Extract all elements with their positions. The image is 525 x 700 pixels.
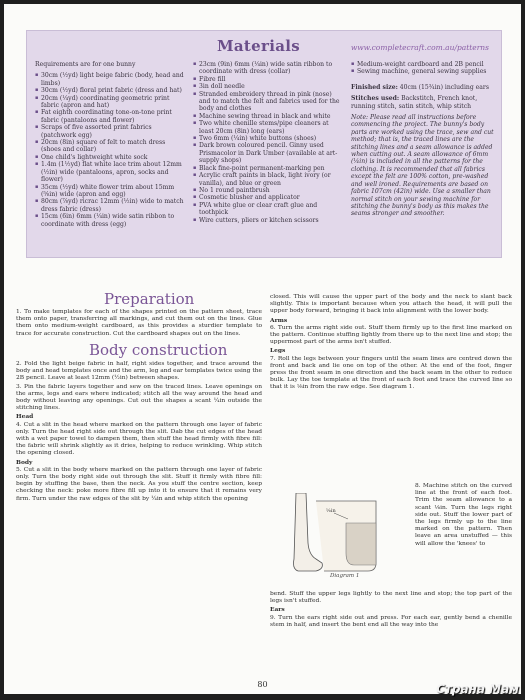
list-item: ▪ Acrylic craft paints in black, light ivory (or vanilla), and blue or green <box>193 172 343 187</box>
list-item: ▪ Fibre fill <box>193 76 343 83</box>
step-8-continued: bend. Stuff the upper legs lightly to the next line and stop; the top part of the legs isn't stuffed. <box>270 591 512 605</box>
list-item: ▪ 35cm (½yd) white flower trim about 15mm (⅝in) wide (apron and egg) <box>35 184 185 199</box>
finished-size-label: Finished size: <box>351 83 398 91</box>
body-construction-text <box>16 361 262 504</box>
list-item: ▪ 3in doll needle <box>193 83 343 90</box>
ears-subheading: Ears <box>270 606 285 614</box>
materials-column-1 <box>35 61 185 228</box>
page-number: 80 <box>257 680 268 689</box>
list-item: ▪ 1.4m (1½yd) flat white lace trim about 12mm (½in) wide (pantaloons, apron, socks and flower) <box>35 161 185 183</box>
list-item: ▪ Two white chenille stems/pipe cleaners at least 20cm (8in) long (ears) <box>193 120 343 135</box>
list-item: ▪ Fat eighth coordinating tone-on-tone print fabric (pantaloons and flower) <box>35 109 185 124</box>
step-5: 5. Cut a slit in the body where marked on the pattern through one layer of fabric only. Turn the body right side out through the slit. Stuff it firmly with fibre fill: begin by stuffing the base, then the neck. As you stuff the centre section, keep checking the neck: poke more fibre fill up into it to ensure that it remains very firm. Turn under the raw edges of the slit by ¼in and whip stitch the opening <box>16 466 262 502</box>
legs-subheading: Legs <box>270 347 286 355</box>
list-item: ▪ 30cm (½yd) light beige fabric (body, head and limbs) <box>35 72 185 87</box>
list-item: ▪ PVA white glue or clear craft glue and toothpick <box>193 202 343 217</box>
step-1: 1. To make templates for each of the shapes printed on the pattern sheet, trace them onto paper, transferring all markings, and cut them out on the lines. Glue them onto medium-weight cardboard, as this provides a sturdier template to trace for accurate construction. Cut the cardboard shapes out on the lines. <box>16 309 262 337</box>
head-subheading: Head <box>16 413 34 421</box>
stitches-value: Backstitch, French knot, running stitch, satin stitch, whip stitch <box>351 95 478 110</box>
list-item: ▪ Stranded embroidery thread in pink (nose) and to match the felt and fabrics used for the body and clothes <box>193 91 343 113</box>
materials-title: Materials <box>217 37 300 55</box>
requirements-intro: Requirements are for one bunny <box>35 61 136 68</box>
list-item: ▪ Two 6mm (¼in) white buttons (shoes) <box>193 135 343 142</box>
finished-size <box>351 84 499 91</box>
materials-box <box>26 30 502 258</box>
right-column-text <box>270 294 512 393</box>
right-column-lower-text <box>270 591 512 630</box>
list-item: ▪ Cosmetic blusher and applicator <box>193 194 343 201</box>
list-item: ▪ 80cm (⅞yd) ricrac 12mm (½in) wide to match dress fabric (dress) <box>35 198 185 213</box>
step-8: 8. Machine stitch on the curved line at the front of each foot. Trim the seam allowance to a scant ⅛in. Turn the legs right side out. Stuff the lower part of the legs firmly up to the line marked on the pattern. Then leave an area unstuffed — this will allow the 'knees' to <box>415 483 512 547</box>
step-9: 9. Turn the ears right side out and press. For each ear, gently bend a chenille stem in half, and insert the bent end all the way into the <box>270 614 512 628</box>
finished-size-value: 40cm (15¾in) including ears <box>399 83 489 91</box>
magazine-page <box>4 4 521 694</box>
instructions-note: Note: Please read all instructions before commencing the project. The bunny's body parts are worked using the trace, sew and cut method; that is, the traced lines are the stitching lines and a seam allowance is added when cutting out. A seam allowance of 6mm (¼in) is included in all the patterns for the clothing. It is recommended that all fabrics except the felt are 100% cotton, pre-washed and well ironed. Requirements are based on fabric 107cm (42in) wide. Use a smaller than normal stitch on your sewing machine for stitching the bunny's body as this makes the seams stronger and smoother. <box>351 114 494 218</box>
list-item: ▪ 20cm (8in) square of felt to match dress (shoes and collar) <box>35 139 185 154</box>
list-item: ▪ 15cm (6in) 6mm (¼in) wide satin ribbon to coordinate with dress (egg) <box>35 213 185 228</box>
list-item: ▪ 23cm (9in) 6mm (¼in) wide satin ribbon to coordinate with dress (collar) <box>193 61 343 76</box>
stitches-used <box>351 95 499 110</box>
step-4: 4. Cut a slit in the head where marked on the pattern through one layer of fabric only. Turn the head right side out through the slit. Dab the cut edges of the head with a wet paper towel to dampen them, then stuff the head firmly with fibre fill: the fabric will shrink slightly as it dries, helping to reduce wrinkling. Whip stitch the opening closed. <box>16 421 262 457</box>
materials-url: www.completecraft.com.au/patterns <box>350 43 489 52</box>
step-6: 6. Turn the arms right side out. Stuff them firmly up to the first line marked on the pattern. Continue stuffing lightly from there up to the next line and stop; the uppermost part of the arms isn't stuffed. <box>270 324 512 346</box>
diagram-caption: Diagram 1 <box>330 573 360 579</box>
step-3: 3. Pin the fabric layers together and sew on the traced lines. Leave openings on the arms, legs and ears where indicated; stitch all the way around the head and body without leaving any openings. Cut out the shapes a scant ¼in outside the stitching lines. <box>16 383 262 412</box>
step-2: 2. Fold the light beige fabric in half, right sides together, and trace around the body and head templates once and the arm, leg and ear templates twice using the 2B pencil. Leave at least 12mm (½in) between shapes. <box>16 361 262 382</box>
step-5-continued: closed. This will cause the upper part of the body and the neck to slant back slightly. This is important because when you attach the head, it will pull the upper body forward, bringing it back into alignment with the lower body. <box>270 294 512 315</box>
body-subheading: Body <box>16 458 33 466</box>
list-item: ▪ Sewing machine, general sewing supplies <box>351 68 499 75</box>
list-item: ▪ Wire cutters, pliers or kitchen scissors <box>193 217 343 224</box>
preparation-heading: Preparation <box>104 290 195 308</box>
list-item: ▪ Black fine-point permanent-marking pen <box>193 165 343 172</box>
step-8-text <box>415 483 512 548</box>
list-item: ▪ 20cm (¼yd) coordinating geometric print fabric (apron and hat) <box>35 95 185 110</box>
list-item: ▪ Medium-weight cardboard and 2B pencil <box>351 61 499 68</box>
list-item: ▪ One child's lightweight white sock <box>35 154 185 161</box>
list-item: ▪ Scraps of five assorted print fabrics (patchwork egg) <box>35 124 185 139</box>
diagram-1-leg-toe <box>276 493 410 573</box>
stitches-label: Stitches used: <box>351 95 400 103</box>
arms-subheading: Arms <box>270 316 288 324</box>
list-item: ▪ 30cm (½yd) floral print fabric (dress and hat) <box>35 87 185 94</box>
body-construction-heading: Body construction <box>89 341 228 359</box>
step-7: 7. Roll the legs between your fingers until the seam lines are centred down the front and back and lie one on top of the other. At the end of the foot, finger press the front seam in one direction and the back seam in the other to reduce bulk. Lay the toe template at the front of each foot and trace the curved line so that it is ⅛in from the raw edge. See diagram 1. <box>270 355 512 391</box>
site-watermark: Страна Мам <box>436 682 519 696</box>
preparation-text <box>16 309 262 339</box>
materials-column-2 <box>193 61 343 224</box>
list-item: ▪ Dark brown coloured pencil. Ginny used Prismacolor in Dark Umber (available at art-supply shops) <box>193 142 343 164</box>
list-item: ▪ Machine sewing thread in black and white <box>193 113 343 120</box>
list-item: ▪ No 1 round paintbrush <box>193 187 343 194</box>
foot-shape <box>346 523 376 565</box>
materials-column-3 <box>351 61 499 222</box>
diagram-label: ⅛in <box>326 508 336 514</box>
